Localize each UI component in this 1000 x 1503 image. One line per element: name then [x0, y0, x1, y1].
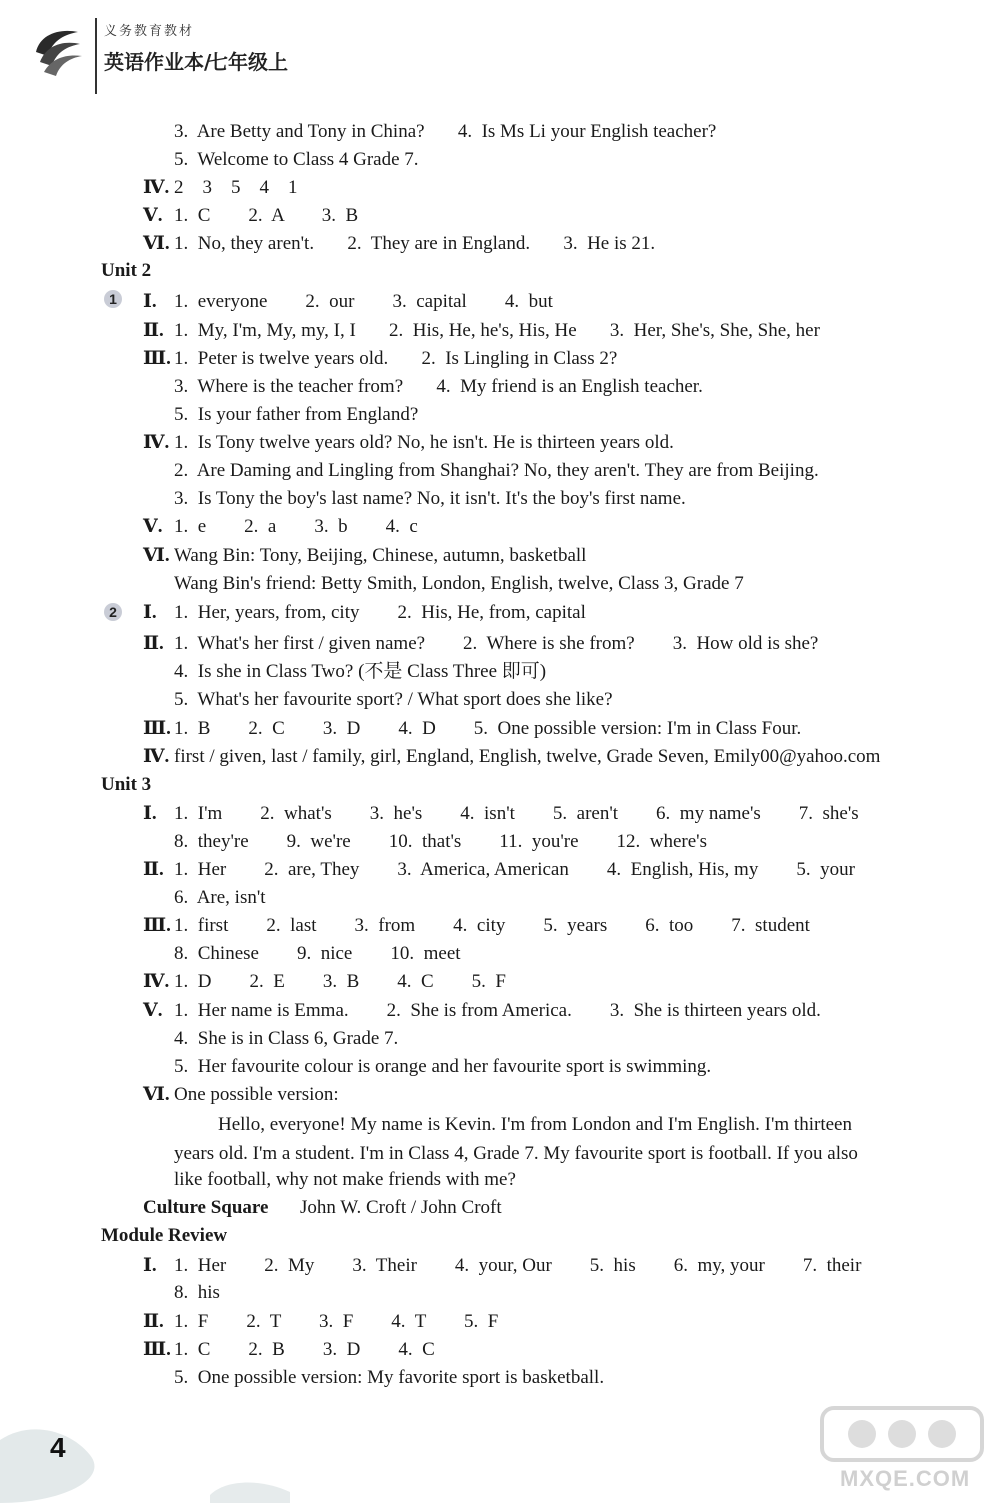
answer-line: 8. they're 9. we're 10. that's 11. you're 12. where's [174, 831, 708, 852]
answer-line: like football, why not make friends with me? [174, 1169, 516, 1190]
answer-line: first / given, last / family, girl, England, English, twelve, Grade Seven, Emily00@yahoo.com [174, 746, 881, 767]
answer-line: 1. first 2. last 3. from 4. city 5. years 6. too 7. student [174, 915, 810, 936]
answer-line: 5. What's her favourite sport? / What sport does she like? [174, 689, 613, 710]
answer-line: 1. Her, years, from, city 2. His, He, from, capital [174, 602, 586, 623]
answer-line: 5. Her favourite colour is orange and her favourite sport is swimming. [174, 1056, 712, 1077]
answer-line: 5. Is your father from England? [174, 404, 419, 425]
answer-line: 1. No, they aren't. 2. They are in England. 3. He is 21. [174, 233, 656, 254]
section-number: Ⅴ. [143, 516, 163, 537]
section-number: Ⅰ. [143, 602, 157, 623]
section-number: Ⅲ. [143, 915, 171, 936]
section-number: Ⅱ. [143, 633, 164, 654]
answer-line: 1. B 2. C 3. D 4. D 5. One possible version: I'm in Class Four. [174, 718, 802, 739]
watermark-text: MXQE.COM [840, 1466, 971, 1491]
book-title: 英语作业本/ [104, 50, 212, 74]
answer-line: 4. She is in Class 6, Grade 7. [174, 1028, 399, 1049]
lesson-badge: 1 [104, 290, 122, 308]
answer-line: 1. F 2. T 3. F 4. T 5. F [174, 1311, 499, 1332]
section-number: Ⅳ. [143, 432, 170, 453]
answer-line: 6. Are, isn't [174, 887, 266, 908]
answer-line: 2. Are Daming and Lingling from Shanghai? No, they aren't. They are from Beijing. [174, 460, 819, 481]
section-number: Ⅱ. [143, 859, 164, 880]
answer-line: years old. I'm a student. I'm in Class 4, Grade 7. My favourite sport is football. If you also [174, 1143, 858, 1164]
answer-line: One possible version: [174, 1084, 339, 1105]
section-number: Ⅱ. [143, 320, 164, 341]
answer-line: 3. Are Betty and Tony in China? 4. Is Ms Li your English teacher? [174, 121, 717, 142]
answer-line: 2 3 5 4 1 [174, 177, 298, 198]
section-number: Ⅰ. [143, 803, 157, 824]
answer-line: 1. Her name is Emma. 2. She is from America. 3. She is thirteen years old. [174, 1000, 821, 1021]
lesson-badge: 2 [104, 603, 122, 621]
answer-line: 4. Is she in Class Two? (不是 Class Three 即可) [174, 661, 547, 682]
section-number: Ⅴ. [143, 1000, 163, 1021]
page-number: 4 [50, 1432, 66, 1463]
section-number: Ⅲ. [143, 348, 171, 369]
section-number: Ⅳ. [143, 971, 170, 992]
answer-line: 1. C 2. B 3. D 4. C [174, 1339, 435, 1360]
answer-line: 1. C 2. A 3. B [174, 205, 359, 226]
section-number: Ⅱ. [143, 1311, 164, 1332]
footer-decoration [0, 1400, 300, 1503]
answer-line: 1. D 2. E 3. B 4. C 5. F [174, 971, 506, 992]
answer-line: 1. Her 2. are, They 3. America, American 4. English, His, my 5. your [174, 859, 855, 880]
answer-line: 8. his [174, 1282, 220, 1303]
answer-line: 1. e 2. a 3. b 4. c [174, 516, 418, 537]
unit-heading: Unit 3 [101, 774, 152, 795]
answer-line: Wang Bin's friend: Betty Smith, London, English, twelve, Class 3, Grade 7 [174, 573, 744, 594]
answer-line: Wang Bin: Tony, Beijing, Chinese, autumn, basketball [174, 545, 587, 566]
answer-line: 1. everyone 2. our 3. capital 4. but [174, 291, 553, 312]
book-grade: 七年级上 [208, 50, 288, 74]
section-number: Ⅴ. [143, 205, 163, 226]
answer-line: 1. Is Tony twelve years old? No, he isn't. He is thirteen years old. [174, 432, 674, 453]
unit-heading: Unit 2 [101, 260, 152, 281]
section-number: Ⅲ. [143, 718, 171, 739]
answer-line: Hello, everyone! My name is Kevin. I'm from London and I'm English. I'm thirteen [218, 1114, 852, 1135]
answer-line: 1. I'm 2. what's 3. he's 4. isn't 5. aren't 6. my name's 7. she's [174, 803, 859, 824]
answer-line: 3. Is Tony the boy's last name? No, it isn't. It's the boy's first name. [174, 488, 686, 509]
section-number: Ⅵ. [143, 233, 170, 254]
answer-line: 5. Welcome to Class 4 Grade 7. [174, 149, 419, 170]
answer-line: 8. Chinese 9. nice 10. meet [174, 943, 461, 964]
section-number: Ⅵ. [143, 545, 170, 566]
section-number: Ⅰ. [143, 291, 157, 312]
series-label: 义务教育教材 [104, 24, 195, 39]
answer-line: 3. Where is the teacher from? 4. My friend is an English teacher. [174, 376, 703, 397]
answer-line: 5. One possible version: My favorite sport is basketball. [174, 1367, 605, 1388]
section-number: Ⅲ. [143, 1339, 171, 1360]
answer-line: 1. My, I'm, My, my, I, I 2. His, He, he's, His, He 3. Her, She's, She, She, her [174, 320, 820, 341]
section-number: Ⅳ. [143, 746, 170, 767]
section-number: Ⅳ. [143, 177, 170, 198]
culture-square-answer: John W. Croft / John Croft [300, 1197, 502, 1218]
section-number: Ⅰ. [143, 1255, 157, 1276]
answer-line: 1. Peter is twelve years old. 2. Is Lingling in Class 2? [174, 348, 618, 369]
answer-line: 1. Her 2. My 3. Their 4. your, Our 5. his 6. my, your 7. their [174, 1255, 862, 1276]
page-header [0, 0, 1000, 100]
publisher-logo [30, 22, 88, 80]
section-number: Ⅵ. [143, 1084, 170, 1105]
culture-square-label: Culture Square [143, 1197, 269, 1218]
module-review-heading: Module Review [101, 1225, 228, 1246]
answer-line: 1. What's her first / given name? 2. Where is she from? 3. How old is she? [174, 633, 819, 654]
header-divider [95, 18, 97, 94]
